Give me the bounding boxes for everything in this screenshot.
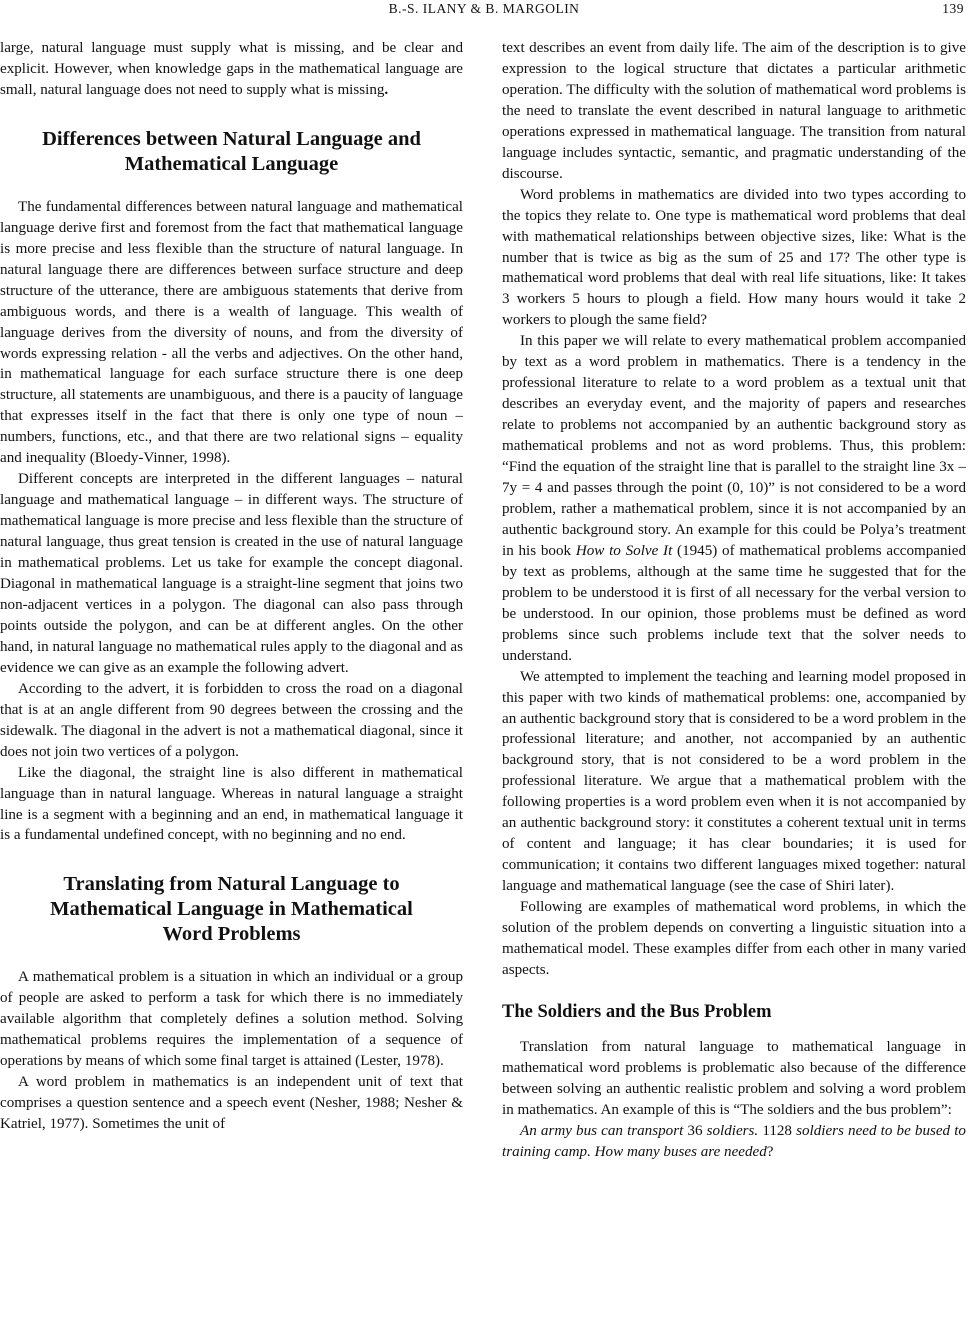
paragraph: According to the advert, it is forbidden to cross the road on a diagonal that is at an angle different from 90 degrees between the crossing and the sidewalk. The diagonal in the advert is not a mathematical diagonal, since it does not join two vertices of a polygon.: [0, 680, 463, 760]
paragraph-text: large, natural language must supply what is missing, and be clear and explicit. However, when knowledge gaps in the mathematical language are small, natural language does not need to supply what is missing: [0, 40, 463, 98]
quote-text: An army bus can transport: [520, 1122, 688, 1139]
paragraph: Word problems in mathematics are divided into two types according to the topics they relate to. One type is mathematical word problems that deal with mathematical relationships between objective sizes, like: What is the number that is twice as big as the sum of 25 and 17? The other type is mathematical word problems that deal with real life situations, like: It takes 3 workers 5 hours to plough a field. How many hours would it take 2 workers to plough the same field?: [502, 186, 966, 329]
paragraph-text: In this paper we will relate to every mathematical problem accompanied by text as a word problem in mathematics. There is a tendency in the professional literature to relate to a word problem as a textual unit that describes an everyday event, and the majority of papers and researches relate to problems not accompanied by an authentic background story as mathematical problems and not as word problems. Thus, this problem: “Find the equation of the straight line that is parallel to the straight line 3x – 7y = 4 and passes through the point (0, 10)” is not considered to be a word problem, rather a mathematical problem, since it is not accompanied by an authentic background story. An example for this could be Polya’s treatment in his book: [502, 333, 966, 559]
left-column: [0, 38, 463, 1328]
paragraph-continued: [0, 38, 463, 101]
heading-line: Word Problems: [162, 923, 301, 946]
paragraph: A word problem in mathematics is an independent unit of text that comprises a question sentence and a speech event (Nesher, 1988; Nesher & Katriel, 1977). Sometimes the unit of: [0, 1074, 463, 1133]
paragraph: The fundamental differences between natural language and mathematical language derive first and foremost from the fact that mathematical language is more precise and less flexible than the structure of natural language. In natural language there are differences between surface structure and deep structure of the utterance, there are ambiguous statements that derive from ambiguous words, and there is a wealth of language. This wealth of language derives from the diversity of nouns, and from the diversity of words expressing relation - all the verbs and adjectives. On the other hand, in mathematical language for each surface structure there is one deep structure, all statements are unambiguous, and there is a paucity of language that expresses itself in the fact that there is only one type of noun – numbers, functions, etc., and that there are two relational signs – equality and inequality (Bloedy-Vinner, 1998).: [0, 198, 463, 467]
bold-period: .: [384, 81, 389, 98]
quote-text: soldiers.: [702, 1122, 763, 1139]
section-heading-translating: [0, 872, 463, 947]
paragraph-text: (1945) of mathematical problems accompanied by text as problems, although at the same time he suggested that for the problem to be understood it is first of all necessary for the verbal version to be understood. In our opinion, those problems must be defined as word problems since such problems include text that the solver needs to understand.: [502, 542, 966, 664]
heading-line: Mathematical Language: [124, 152, 339, 175]
book-title: How to Solve It: [575, 542, 673, 559]
heading-line: Mathematical Language in Mathematical: [50, 898, 413, 921]
paragraph: We attempted to implement the teaching and learning model proposed in this paper with two kinds of mathematical problems: one, accompanied by an authentic background story that is considered to be a word problem in the professional literature; and another, not accompanied by an authentic background story, that is not considered to be a word problem in the professional literature. We argue that a mathematical problem with the following properties is a word problem even when it is not accompanied by an authentic background story: it constitutes a coherent textual unit in terms of content and language; it has clear boundaries; it is used for communication; it contains two different languages mixed together: natural language and mathematical language (see the case of Shiri later).: [502, 668, 966, 895]
quote-number: 36: [687, 1122, 703, 1139]
quote-number: 1128: [762, 1122, 792, 1139]
heading-line: Differences between Natural Language and: [42, 127, 421, 150]
problem-quote: [502, 1121, 966, 1163]
paragraph: A mathematical problem is a situation in which an individual or a group of people are asked to perform a task for which there is no immediately available algorithm that completely defines a solution method. Solving mathematical problems requires the implementation of a sequence of operations by means of which some final target is attained (Lester, 1978).: [0, 969, 463, 1070]
page-number: 139: [942, 1, 964, 16]
running-head: B.-S. ILANY & B. MARGOLIN: [388, 1, 580, 16]
subsection-heading-soldiers: The Soldiers and the Bus Problem: [502, 1001, 772, 1022]
paragraph: Like the diagonal, the straight line is also different in mathematical language than in natural language. Whereas in natural language a straight line is a segment with a beginning and an end, in mathematical language it is a fundamental undefined concept, with no beginning and no end.: [0, 764, 463, 844]
page-header: [0, 0, 968, 22]
paragraph-continued: text describes an event from daily life. The aim of the description is to give expression to the logical structure that dictates a particular arithmetic operation. The difficulty with the solution of mathematical word problems is the need to translate the event described in natural language to arithmetic operations expressed in mathematical language. The transition from natural language includes syntactic, semantic, and pragmatic understanding of the discourse.: [502, 40, 966, 182]
paragraph: [502, 331, 966, 666]
paragraph: Different concepts are interpreted in the different languages – natural language and mathematical language – in different ways. The structure of mathematical language is more precise and less flexible than the structure of natural language, thus great tension is created in the use of natural language in mathematical problems. Let us take for example the concept diagonal. Diagonal in mathematical language is a straight-line segment that joins two non-adjacent vertices in a polygon. The diagonal can also pass through points outside the polygon, and can be at different angles. On the other hand, in natural language no mathematical rules apply to the diagonal and as evidence we can give as an example the following advert.: [0, 471, 463, 676]
quote-end: ?: [766, 1143, 774, 1160]
heading-line: Translating from Natural Language to: [63, 873, 400, 896]
section-heading-differences: [0, 127, 463, 177]
paragraph: Following are examples of mathematical word problems, in which the solution of the problem depends on converting a linguistic situation into a mathematical model. These examples differ from each other in many varied aspects.: [502, 899, 966, 978]
quote-text: soldiers need to be bused to training camp. How many buses are needed: [502, 1122, 966, 1160]
paragraph: Translation from natural language to mathematical language in mathematical word problems is problematic also because of the difference between solving an authentic realistic problem and solving a word problem in mathematics. An example of this is “The soldiers and the bus problem”:: [502, 1038, 966, 1118]
right-column: [502, 38, 966, 1328]
